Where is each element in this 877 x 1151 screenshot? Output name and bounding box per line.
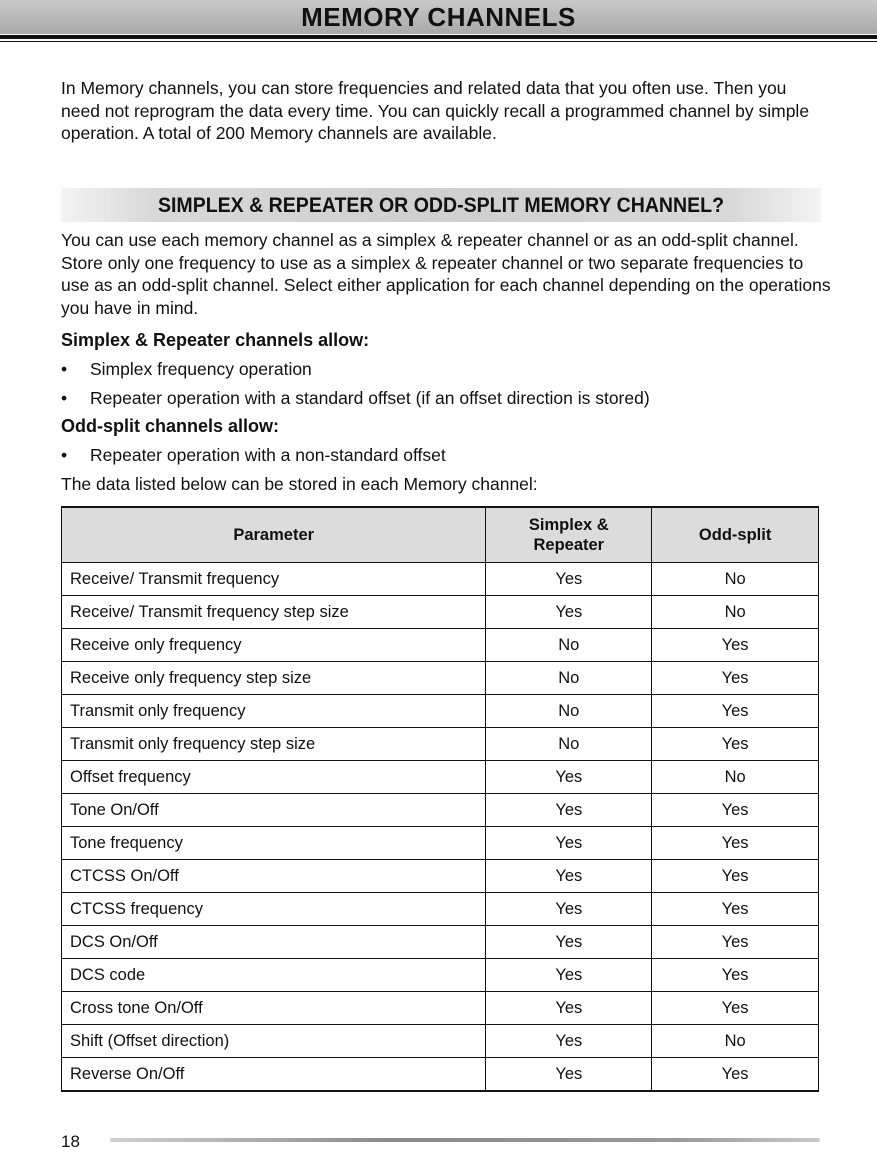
table-row xyxy=(62,629,819,662)
parameter-cell: Cross tone On/Off xyxy=(62,992,486,1025)
parameter-cell: CTCSS frequency xyxy=(62,893,486,926)
header-simplex-repeater xyxy=(486,507,652,563)
list-item-text: Repeater operation with a non-standard offset xyxy=(90,445,446,465)
simplex-repeater-cell: Yes xyxy=(486,761,652,794)
page-number: 18 xyxy=(61,1132,80,1151)
bullet-icon: • xyxy=(61,445,68,465)
table-row xyxy=(62,827,819,860)
section-paragraph: You can use each memory channel as a simplex & repeater channel or as an odd-split channel. Store only one frequency to use as a simplex & repeater channel or two separate frequencies to use as an odd-split channel. Select either application for each channel depending on the operations you have in mind. xyxy=(61,230,831,318)
list-item xyxy=(61,358,312,380)
table-header-row xyxy=(62,507,819,563)
odd-split-cell: Yes xyxy=(652,992,819,1025)
simplex-repeater-cell: Yes xyxy=(486,1025,652,1058)
intro-paragraph: In Memory channels, you can store frequencies and related data that you often use. Then you need not reprogram the data every time. You can quickly recall a programmed channel by simple operation. A total of 200 Memory channels are available. xyxy=(61,78,810,143)
simplex-repeater-cell: Yes xyxy=(486,794,652,827)
odd-split-cell: Yes xyxy=(652,1058,819,1092)
page-title: MEMORY CHANNELS xyxy=(301,2,576,32)
bullet-icon: • xyxy=(61,359,68,379)
odd-split-cell: No xyxy=(652,1025,819,1058)
odd-split-cell: Yes xyxy=(652,794,819,827)
parameter-cell: Receive/ Transmit frequency step size xyxy=(62,596,486,629)
odd-split-cell: Yes xyxy=(652,695,819,728)
odd-split-cell: Yes xyxy=(652,629,819,662)
list-item xyxy=(61,387,650,409)
parameter-cell: Receive/ Transmit frequency xyxy=(62,563,486,596)
list-item-text: Repeater operation with a standard offset (if an offset direction is stored) xyxy=(90,388,650,408)
table-row xyxy=(62,1025,819,1058)
section-title: SIMPLEX & REPEATER OR ODD-SPLIT MEMORY CHANNEL? xyxy=(157,194,725,217)
odd-split-cell: No xyxy=(652,761,819,794)
header-simplex-line1: Simplex & xyxy=(528,516,609,534)
parameter-cell: CTCSS On/Off xyxy=(62,860,486,893)
simplex-repeater-cell: No xyxy=(486,728,652,761)
simplex-repeater-cell: No xyxy=(486,629,652,662)
simplex-repeater-cell: Yes xyxy=(486,992,652,1025)
parameter-cell: Transmit only frequency step size xyxy=(62,728,486,761)
list-item xyxy=(61,444,446,466)
odd-split-cell: Yes xyxy=(652,893,819,926)
table-row xyxy=(62,662,819,695)
table-row xyxy=(62,860,819,893)
parameter-cell: Tone frequency xyxy=(62,827,486,860)
parameter-cell: Receive only frequency xyxy=(62,629,486,662)
odd-split-cell: Yes xyxy=(652,959,819,992)
table-row xyxy=(62,893,819,926)
table-row xyxy=(62,926,819,959)
simplex-repeater-cell: Yes xyxy=(486,827,652,860)
table-intro: The data listed below can be stored in each Memory channel: xyxy=(61,474,538,494)
odd-split-cell: Yes xyxy=(652,827,819,860)
bullet-icon: • xyxy=(61,388,68,408)
header-parameter: Parameter xyxy=(62,507,486,563)
simplex-heading: Simplex & Repeater channels allow: xyxy=(61,330,370,350)
table-row xyxy=(62,728,819,761)
odd-split-cell: Yes xyxy=(652,926,819,959)
table-row xyxy=(62,596,819,629)
table-row xyxy=(62,794,819,827)
odd-split-cell: No xyxy=(652,563,819,596)
odd-split-cell: Yes xyxy=(652,860,819,893)
list-item-text: Simplex frequency operation xyxy=(90,359,312,379)
simplex-repeater-cell: Yes xyxy=(486,563,652,596)
header-simplex-line2: Repeater xyxy=(533,536,605,554)
table-row xyxy=(62,959,819,992)
table-row xyxy=(62,992,819,1025)
table-row xyxy=(62,761,819,794)
memory-data-table xyxy=(61,506,819,1092)
parameter-cell: Transmit only frequency xyxy=(62,695,486,728)
table-row xyxy=(62,1058,819,1092)
parameter-cell: Offset frequency xyxy=(62,761,486,794)
simplex-repeater-cell: No xyxy=(486,695,652,728)
header-divider-thin xyxy=(0,41,877,42)
simplex-repeater-cell: Yes xyxy=(486,596,652,629)
simplex-repeater-cell: Yes xyxy=(486,959,652,992)
simplex-repeater-cell: Yes xyxy=(486,860,652,893)
footer-divider xyxy=(110,1138,820,1142)
odd-split-cell: No xyxy=(652,596,819,629)
parameter-cell: Reverse On/Off xyxy=(62,1058,486,1092)
table-row xyxy=(62,695,819,728)
odd-split-cell: Yes xyxy=(652,728,819,761)
simplex-repeater-cell: Yes xyxy=(486,893,652,926)
header-divider xyxy=(0,35,877,39)
parameter-cell: Shift (Offset direction) xyxy=(62,1025,486,1058)
table-row xyxy=(62,563,819,596)
simplex-repeater-cell: Yes xyxy=(486,926,652,959)
odd-split-cell: Yes xyxy=(652,662,819,695)
parameter-cell: Receive only frequency step size xyxy=(62,662,486,695)
parameter-cell: DCS code xyxy=(62,959,486,992)
oddsplit-heading: Odd-split channels allow: xyxy=(61,416,280,436)
header-odd-split: Odd-split xyxy=(652,507,819,563)
parameter-cell: DCS On/Off xyxy=(62,926,486,959)
simplex-repeater-cell: No xyxy=(486,662,652,695)
parameter-cell: Tone On/Off xyxy=(62,794,486,827)
simplex-repeater-cell: Yes xyxy=(486,1058,652,1092)
